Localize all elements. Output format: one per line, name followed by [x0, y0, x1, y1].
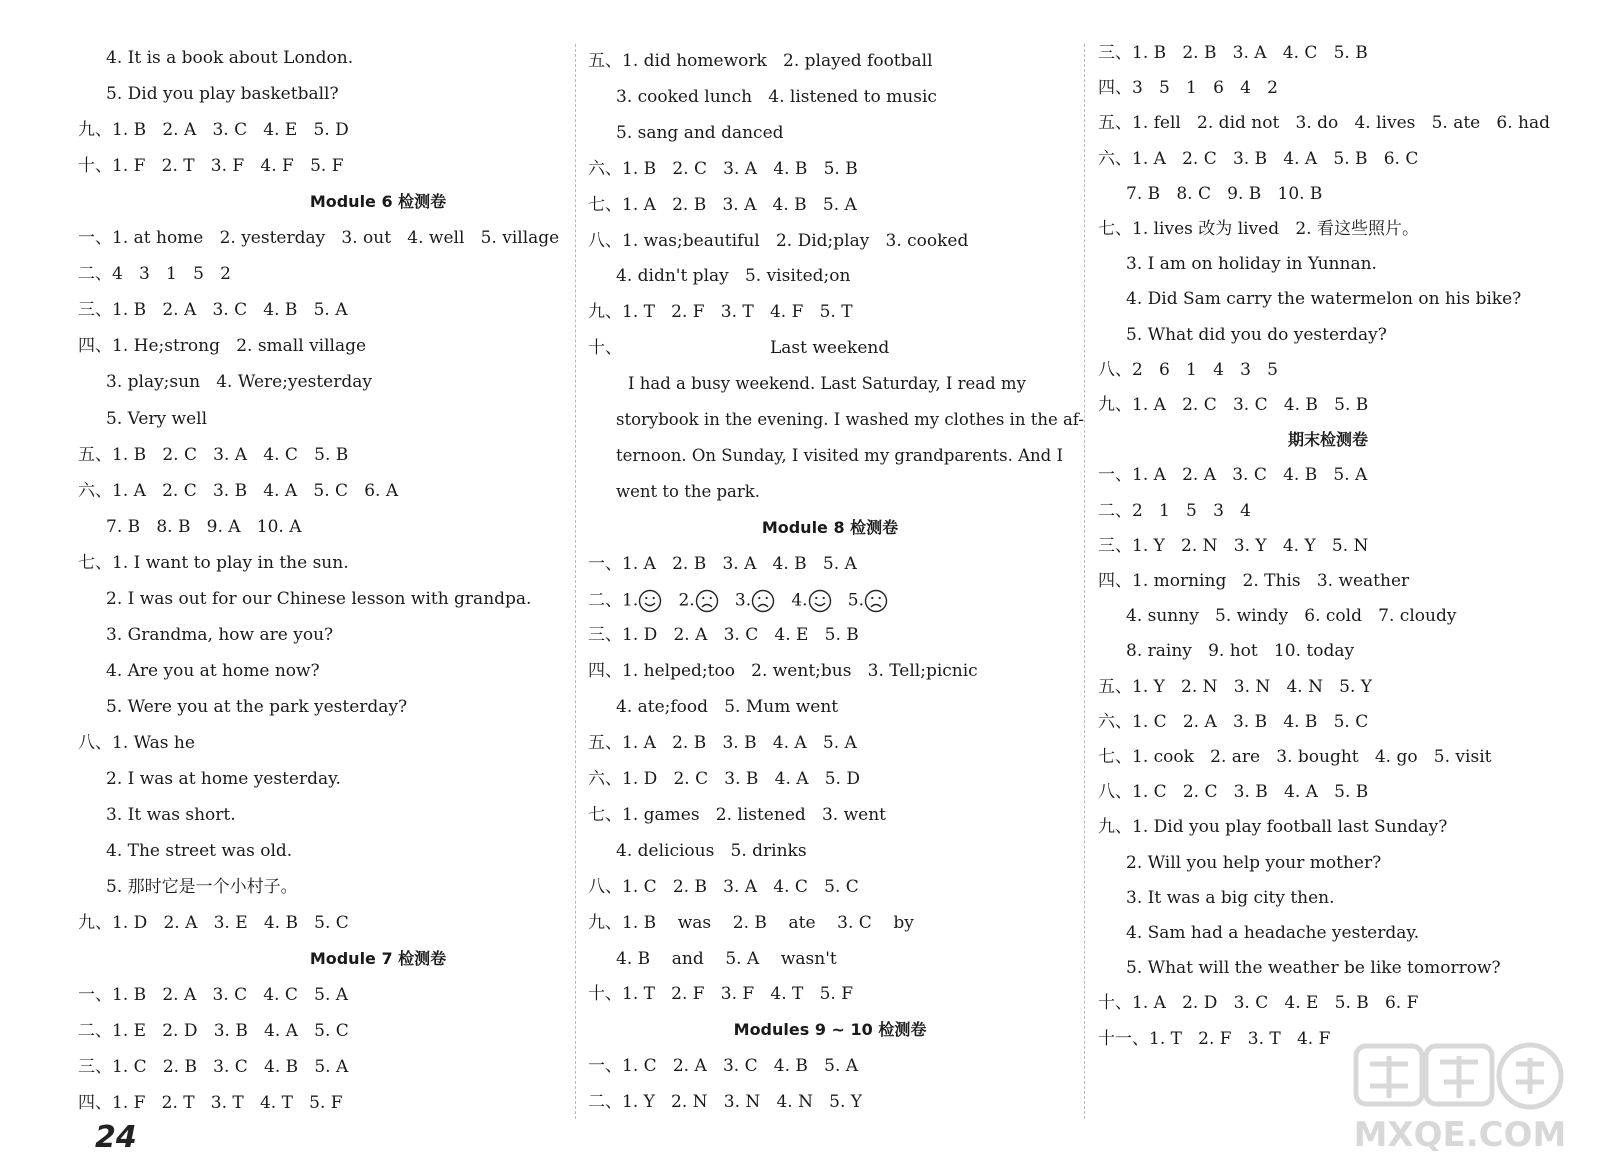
answer-text: 4. B and 5. A wasn't — [616, 949, 837, 969]
answer-text: 九、1. A 2. C 3. C 4. B 5. B — [1098, 395, 1369, 415]
answer-text: 4. didn't play 5. visited;on — [616, 266, 851, 286]
answer-line — [1126, 183, 1322, 205]
answer-line — [588, 876, 859, 898]
answer-text: 5. Very well — [106, 409, 208, 429]
answer-text: 十、1. A 2. D 3. C 4. E 5. B 6. F — [1098, 993, 1419, 1013]
answer-text: 二、2 1 5 3 4 — [1098, 501, 1251, 521]
answer-line — [588, 230, 968, 252]
answer-line — [1098, 535, 1368, 557]
answer-line — [106, 83, 339, 105]
answer-text: went to the park. — [616, 482, 760, 501]
answer-line — [588, 660, 978, 682]
answer-text: 十、 — [588, 338, 622, 358]
answer-text: 四、3 5 1 6 4 2 — [1098, 78, 1278, 98]
answer-line — [588, 768, 860, 790]
answer-line — [1098, 218, 1419, 240]
answer-text: 4. delicious 5. drinks — [616, 841, 807, 861]
answer-line — [588, 337, 890, 359]
answer-text: 8. rainy 9. hot 10. today — [1126, 641, 1355, 661]
answer-line — [78, 912, 349, 934]
answer-line — [78, 444, 348, 466]
answer-text: 3. cooked lunch 4. listened to music — [616, 87, 937, 107]
answer-line — [1126, 957, 1501, 979]
answer-text: 七、1. I want to play in the sun. — [78, 553, 349, 573]
answer-line — [106, 588, 531, 610]
answer-text: 八、1. was;beautiful 2. Did;play 3. cooked — [588, 231, 969, 251]
answer-line — [1098, 394, 1368, 416]
answer-text: 5. What will the weather be like tomorrow? — [1126, 958, 1501, 978]
answer-text: 3. It was short. — [106, 805, 236, 825]
answer-line — [588, 732, 857, 754]
answer-line — [1098, 359, 1278, 381]
answer-line — [1098, 500, 1251, 522]
answer-text: 四、1. helped;too 2. went;bus 3. Tell;picnic — [588, 661, 978, 681]
answer-text: 八、2 6 1 4 3 5 — [1098, 360, 1278, 380]
answer-text: 七、1. A 2. B 3. A 4. B 5. A — [588, 195, 857, 215]
answer-text: 二、1. E 2. D 3. B 4. A 5. C — [78, 1021, 349, 1041]
column-divider — [1084, 44, 1085, 1119]
answer-text: 七、1. games 2. listened 3. went — [588, 805, 886, 825]
answer-text: 三、1. B 2. B 3. A 4. C 5. B — [1098, 43, 1368, 63]
answer-line — [1126, 922, 1419, 944]
answer-text: ternoon. On Sunday, I visited my grandparents. And I — [616, 446, 1063, 465]
answer-line — [616, 840, 807, 862]
answer-line — [78, 1092, 343, 1114]
item-number: 5. — [831, 590, 864, 611]
answer-text: 六、1. A 2. C 3. B 4. A 5. B 6. C — [1098, 149, 1419, 169]
answer-line — [588, 624, 859, 646]
answer-text: 2. Will you help your mother? — [1126, 853, 1382, 873]
answer-text: 五、1. A 2. B 3. B 4. A 5. A — [588, 733, 857, 753]
answer-line — [78, 227, 559, 249]
answer-text: 一、1. C 2. A 3. C 4. B 5. A — [588, 1056, 859, 1076]
svg-text:MXQE.COM: MXQE.COM — [1353, 1115, 1567, 1154]
composition-title: Last weekend — [770, 338, 890, 358]
answer-line — [1098, 781, 1368, 803]
answer-line — [106, 804, 236, 826]
answer-line — [616, 86, 937, 108]
answer-text: storybook in the evening. I washed my clothes in the af- — [616, 410, 1084, 429]
answer-line — [1098, 1028, 1330, 1050]
composition-line — [616, 481, 760, 503]
answer-text: 七、1. cook 2. are 3. bought 4. go 5. visit — [1098, 747, 1492, 767]
answer-text: 十一、1. T 2. F 3. T 4. F — [1098, 1029, 1331, 1049]
answer-line — [1098, 992, 1418, 1014]
answer-text: 4. Did Sam carry the watermelon on his bike? — [1126, 289, 1522, 309]
answer-text: 4. Are you at home now? — [106, 661, 320, 681]
answer-text: 五、1. B 2. C 3. A 4. C 5. B — [78, 445, 349, 465]
answer-text: 八、1. C 2. C 3. B 4. A 5. B — [1098, 782, 1369, 802]
answer-line — [588, 983, 853, 1005]
answer-text: 九、1. D 2. A 3. E 4. B 5. C — [78, 913, 349, 933]
column-divider — [575, 44, 576, 1119]
answer-text: 二、4 3 1 5 2 — [78, 264, 231, 284]
answer-line — [1098, 42, 1368, 64]
answer-text: 4. sunny 5. windy 6. cold 7. cloudy — [1126, 606, 1457, 626]
answer-text: 2. I was out for our Chinese lesson with grandpa. — [106, 589, 532, 609]
answer-text: 7. B 8. C 9. B 10. B — [1126, 184, 1323, 204]
item-number: 3. — [718, 590, 752, 611]
answer-text: 4. ate;food 5. Mum went — [616, 697, 839, 717]
answer-line — [588, 1055, 858, 1077]
answer-text: 五、1. did homework 2. played football — [588, 51, 933, 71]
answer-text: 5. sang and danced — [616, 123, 784, 143]
section-heading: Module 7 检测卷 — [309, 949, 447, 968]
answer-text: 4. It is a book about London. — [106, 48, 354, 68]
answer-line — [588, 158, 858, 180]
sad-face-icon — [751, 591, 775, 611]
answer-text: 六、1. D 2. C 3. B 4. A 5. D — [588, 769, 860, 789]
answer-text: 一、1. A 2. A 3. C 4. B 5. A — [1098, 465, 1368, 485]
answer-text: 三、1. C 2. B 3. C 4. B 5. A — [78, 1057, 349, 1077]
answer-line — [106, 876, 298, 898]
answer-line — [1098, 746, 1491, 768]
answer-line — [1126, 887, 1335, 909]
answer-text: 九、1. B was 2. B ate 3. C by — [588, 913, 914, 933]
answer-text: 四、1. morning 2. This 3. weather — [1098, 571, 1410, 591]
answer-text: 一、1. B 2. A 3. C 4. C 5. A — [78, 985, 349, 1005]
item-number: 4. — [775, 590, 808, 611]
answer-line — [588, 1091, 862, 1113]
answer-text: 三、1. D 2. A 3. C 4. E 5. B — [588, 625, 859, 645]
answer-line — [1098, 711, 1368, 733]
answer-text: 5. Did you play basketball? — [106, 84, 339, 104]
answer-text: 2. I was at home yesterday. — [106, 769, 341, 789]
answer-line — [106, 660, 320, 682]
smiley-face-icon — [638, 591, 662, 611]
answer-text: 4. Sam had a headache yesterday. — [1126, 923, 1420, 943]
answer-line — [1098, 77, 1278, 99]
answer-line — [106, 408, 207, 430]
answer-line — [1126, 605, 1456, 627]
answer-text: 4. The street was old. — [106, 841, 293, 861]
answer-line — [78, 480, 398, 502]
answer-line — [1098, 112, 1550, 134]
answer-line — [106, 47, 353, 69]
answer-line — [78, 984, 348, 1006]
answer-line — [616, 948, 837, 970]
answer-line — [1126, 253, 1377, 275]
answer-text: 5. What did you do yesterday? — [1126, 325, 1387, 345]
answer-line — [1126, 324, 1387, 346]
answer-text: 十、1. F 2. T 3. F 4. F 5. F — [78, 156, 344, 176]
answer-line — [616, 265, 850, 287]
composition-line — [616, 409, 1084, 431]
page-number: 24 — [95, 1120, 137, 1155]
answer-text: I had a busy weekend. Last Saturday, I read my — [628, 374, 1026, 393]
composition-line — [616, 445, 1063, 467]
answer-line — [616, 122, 784, 144]
sad-face-icon — [695, 591, 719, 611]
answer-line — [106, 696, 407, 718]
answer-text: 3. play;sun 4. Were;yesterday — [106, 372, 372, 392]
answer-text: 六、1. C 2. A 3. B 4. B 5. C — [1098, 712, 1369, 732]
answer-line — [106, 768, 341, 790]
answer-line — [588, 50, 933, 72]
answer-line — [1098, 676, 1372, 698]
answer-text: 5. Were you at the park yesterday? — [106, 697, 408, 717]
answer-text: 九、1. Did you play football last Sunday? — [1098, 817, 1448, 837]
section-heading: Module 8 检测卷 — [761, 518, 899, 537]
answer-line — [588, 553, 857, 575]
answer-text: 八、1. Was he — [78, 733, 195, 753]
answer-text: 二、1. Y 2. N 3. N 4. N 5. Y — [588, 1092, 863, 1112]
answer-line — [78, 1020, 349, 1042]
section-heading: Module 6 检测卷 — [309, 192, 447, 211]
composition-line — [628, 373, 1026, 395]
answer-text: 五、1. fell 2. did not 3. do 4. lives 5. ate 6. had — [1098, 113, 1551, 133]
answer-line — [78, 732, 195, 754]
answer-text: 六、1. A 2. C 3. B 4. A 5. C 6. A — [78, 481, 399, 501]
answer-text: 九、1. T 2. F 3. T 4. F 5. T — [588, 302, 853, 322]
answer-text: 八、1. C 2. B 3. A 4. C 5. C — [588, 877, 859, 897]
answer-line — [1098, 148, 1418, 170]
watermark-logo — [1352, 1042, 1568, 1154]
answer-text: 7. B 8. B 9. A 10. A — [106, 517, 302, 537]
answer-text: 3. It was a big city then. — [1126, 888, 1335, 908]
answer-line — [1126, 852, 1381, 874]
answer-text: 一、1. A 2. B 3. A 4. B 5. A — [588, 554, 857, 574]
smiley-face-icon — [808, 591, 832, 611]
sad-face-icon — [864, 591, 888, 611]
answer-text: 3. I am on holiday in Yunnan. — [1126, 254, 1377, 274]
answer-line — [1126, 288, 1521, 310]
answer-line — [78, 552, 349, 574]
answer-line — [588, 194, 857, 216]
answer-line — [588, 589, 888, 613]
answer-text: 5. 那时它是一个小村子。 — [106, 877, 298, 897]
answer-text: 六、1. B 2. C 3. A 4. B 5. B — [588, 159, 858, 179]
answer-text: 三、1. Y 2. N 3. Y 4. Y 5. N — [1098, 536, 1369, 556]
answer-line — [106, 516, 301, 538]
answer-text: 三、1. B 2. A 3. C 4. B 5. A — [78, 300, 348, 320]
answer-line — [78, 335, 366, 357]
answer-line — [588, 912, 914, 934]
answer-line — [1098, 816, 1447, 838]
answer-line — [1098, 570, 1409, 592]
answer-text: 四、1. He;strong 2. small village — [78, 336, 367, 356]
answer-line — [78, 1056, 348, 1078]
answer-text: 一、1. at home 2. yesterday 3. out 4. well 5. village — [78, 228, 560, 248]
answer-text: 二、1. — [588, 590, 639, 611]
answer-text: 九、1. B 2. A 3. C 4. E 5. D — [78, 120, 349, 140]
answer-line — [78, 299, 348, 321]
section-heading: 期末检测卷 — [1287, 430, 1368, 449]
item-number: 2. — [662, 590, 695, 611]
answer-line — [616, 696, 838, 718]
answer-line — [78, 155, 343, 177]
answer-text: 四、1. F 2. T 3. T 4. T 5. F — [78, 1093, 343, 1113]
answer-line — [78, 263, 231, 285]
answer-text: 五、1. Y 2. N 3. N 4. N 5. Y — [1098, 677, 1373, 697]
answer-line — [1098, 464, 1367, 486]
answer-text: 3. Grandma, how are you? — [106, 625, 334, 645]
answer-text: 十、1. T 2. F 3. F 4. T 5. F — [588, 984, 854, 1004]
answer-text: 七、1. lives 改为 lived 2. 看这些照片。 — [1098, 219, 1419, 239]
section-heading: Modules 9 ~ 10 检测卷 — [733, 1020, 927, 1039]
answer-line — [1126, 640, 1354, 662]
answer-line — [106, 624, 333, 646]
answer-line — [588, 804, 886, 826]
answer-line — [106, 840, 292, 862]
answer-line — [78, 119, 349, 141]
answer-line — [106, 371, 372, 393]
answer-line — [588, 301, 853, 323]
